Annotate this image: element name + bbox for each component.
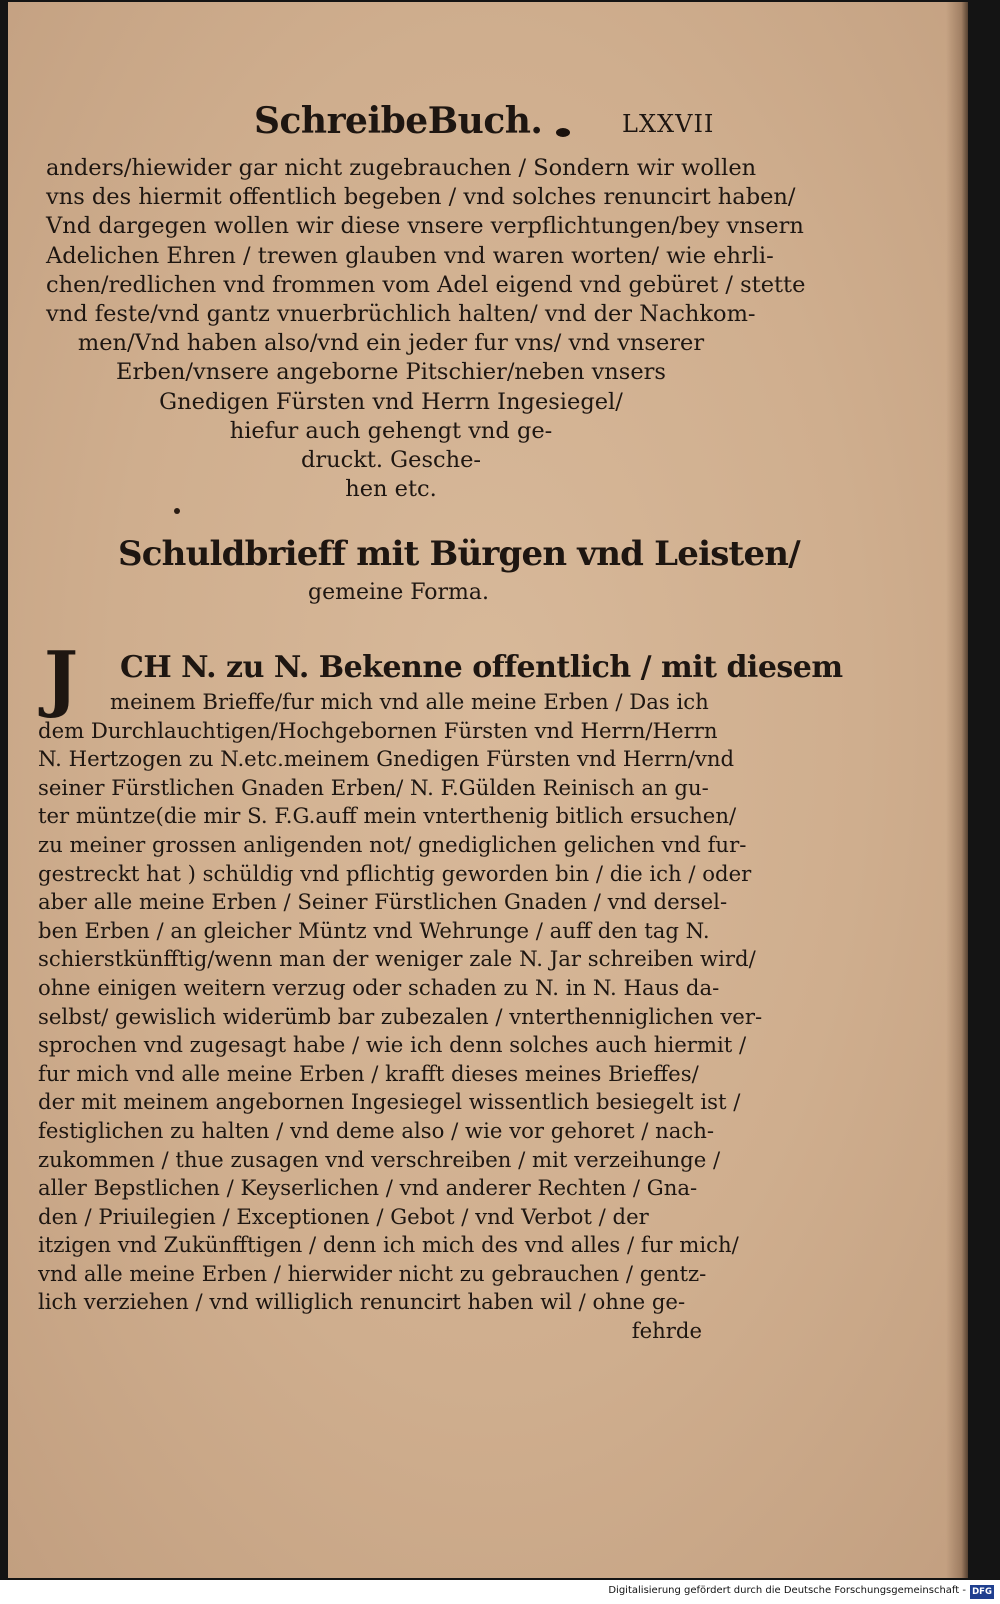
letter-line: der mit meinem angebornen Ingesiegel wissentlich besiegelt ist / (38, 1089, 741, 1115)
closing-text-line: Gnedigen Fürsten vnd Herrn Ingesiegel/ (159, 388, 623, 415)
closing-text-line: vns des hiermit offentlich begeben / vnd solches renuncirt haben/ (46, 184, 796, 211)
letter-line: selbst/ gewislich widerümb bar zubezalen / vnterthenniglichen ver- (38, 1003, 763, 1029)
section-subheading: gemeine Forma. (308, 580, 489, 605)
ink-blot (556, 128, 570, 137)
closing-text-line: hen etc. (345, 476, 437, 503)
letter-line: aller Bepstlichen / Keyserlichen / vnd anderer Rechten / Gna- (38, 1175, 698, 1201)
closing-text-line: chen/redlichen vnd frommen vom Adel eigend vnd gebüret / stette (46, 271, 806, 298)
closing-text-line: vnd feste/vnd gantz vnuerbrüchlich halten/ vnd der Nachkom- (46, 301, 756, 328)
letter-line: lich verziehen / vnd williglich renuncirt haben wil / ohne ge- (38, 1289, 686, 1315)
letter-first-line: CH N. zu N. Bekenne offentlich / mit diesem (120, 650, 843, 685)
catchword: fehrde (631, 1318, 702, 1344)
closing-text-line: Erben/vnsere angeborne Pitschier/neben vnsers (116, 359, 666, 386)
folio-number: LXXVII (622, 110, 715, 138)
letter-line: ohne einigen weitern verzug oder schaden zu N. in N. Haus da- (38, 974, 720, 1000)
closing-text-line: Adelichen Ehren / trewen glauben vnd waren worten/ wie ehrli- (46, 242, 774, 269)
ink-speck (174, 508, 180, 514)
letter-line: festiglichen zu halten / vnd deme also / wie vor gehoret / nach- (38, 1117, 715, 1143)
section-heading: Schuldbrieff mit Bürgen vnd Leisten/ (118, 534, 800, 574)
page-edge-shadow (946, 2, 968, 1578)
closing-text-line: anders/hiewider gar nicht zugebrauchen / Sondern wir wollen (46, 155, 757, 181)
closing-text-line: Vnd dargegen wollen wir diese vnsere verpflichtungen/bey vnsern (46, 213, 804, 240)
letter-line: meinem Brieffe/fur mich vnd alle meine Erben / Das ich (110, 689, 709, 714)
letter-line: ter müntze(die mir S. F.G.auff mein vnterthenig bitlich ersuchen/ (38, 803, 737, 829)
letter-line: gestreckt hat ) schüldig vnd pflichtig geworden bin / die ich / oder (38, 860, 752, 886)
letter-line: vnd alle meine Erben / hierwider nicht zu gebrauchen / gentz- (38, 1260, 707, 1286)
closing-text-block (46, 154, 806, 504)
letter-line: ben Erben / an gleicher Müntz vnd Wehrunge / auff den tag N. (38, 917, 710, 943)
letter-line: aber alle meine Erben / Seiner Fürstlichen Gnaden / vnd dersel- (38, 889, 728, 915)
letter-line: den / Priuilegien / Exceptionen / Gebot / vnd Verbot / der (38, 1203, 649, 1229)
running-head: SchreibeBuch. (254, 100, 543, 142)
letter-line: schierstkünfftig/wenn man der weniger zale N. Jar schreiben wird/ (38, 946, 756, 972)
letter-line: sprochen vnd zugesagt habe / wie ich denn solches auch hiermit / (38, 1032, 747, 1058)
letter-line: zukommen / thue zusagen vnd verschreiben / mit verzeihunge / (38, 1146, 721, 1172)
funding-credit: Digitalisierung gefördert durch die Deutsche Forschungsgemeinschaft - (608, 1585, 966, 1596)
closing-text-line: men/Vnd haben also/vnd ein jeder fur vns/ vnd vnserer (77, 330, 705, 357)
letter-line: itzigen vnd Zukünfftigen / denn ich mich des vnd alles / fur mich/ (38, 1232, 739, 1258)
dfg-logo: DFG (970, 1585, 994, 1599)
closing-text-line: druckt. Gesche- (300, 447, 482, 474)
footer-bar (0, 1582, 1000, 1604)
letter-line: zu meiner grossen anligenden not/ gnediglichen gelichen vnd fur- (38, 831, 747, 857)
book-page (8, 2, 968, 1578)
letter-line: fur mich vnd alle meine Erben / krafft dieses meines Brieffes/ (38, 1060, 699, 1086)
decorated-initial: J (44, 635, 75, 720)
letter-line: seiner Fürstlichen Gnaden Erben/ N. F.Gülden Reinisch an gu- (38, 774, 709, 800)
closing-text-line: hiefur auch gehengt vnd ge- (229, 417, 553, 444)
letter-body (38, 688, 763, 1346)
letter-line: N. Hertzogen zu N.etc.meinem Gnedigen Fürsten vnd Herrn/vnd (38, 746, 735, 772)
letter-line: dem Durchlauchtigen/Hochgebornen Fürsten vnd Herrn/Herrn (38, 717, 718, 743)
